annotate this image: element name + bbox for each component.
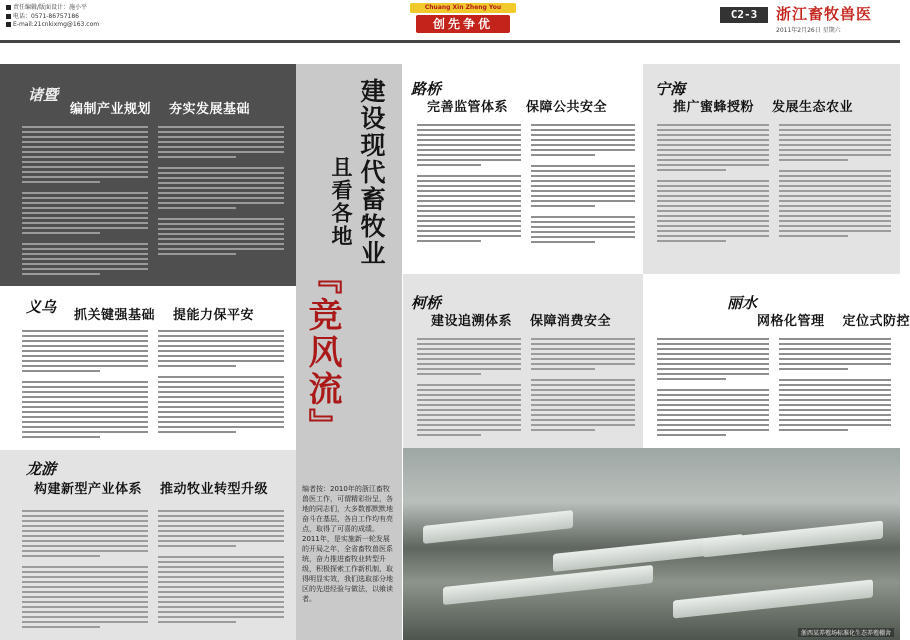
greenhouse-roof	[443, 565, 653, 605]
heading-part-a: 构建新型产业体系	[34, 482, 143, 497]
section-heading	[757, 310, 910, 329]
heading-part-b: 定位式防控	[842, 314, 910, 329]
section-place: 路桥	[411, 80, 442, 98]
editor-note: 编者按：2010年的浙江畜牧兽医工作，可谓精彩纷呈，各地的同志们，大多数都默默地奋斗在基层，各自工作均有亮点，取得了可喜的成绩。2011年，是实施新一轮发展的开局之年，全省畜牧兽医系统，奋力推进畜牧业转型升级，积极探索工作新机制，取得明显实效，我们选取部分地区的先进经验与做法，以飨读者。	[302, 485, 393, 603]
article-text	[22, 330, 284, 446]
section-zhuji	[0, 64, 296, 286]
greenhouse-roof	[703, 521, 883, 558]
channel-banner	[404, 0, 522, 40]
article-text	[657, 338, 891, 444]
header-rule	[0, 40, 900, 43]
bullet-square-icon	[6, 14, 11, 19]
bullet-square-icon	[6, 22, 11, 27]
section-place: 龙游	[26, 460, 57, 478]
article-text	[22, 126, 284, 276]
section-place: 义乌	[26, 298, 57, 316]
heading-part-b: 发展生态农业	[772, 100, 854, 115]
feature-title-column	[296, 64, 402, 640]
article-text	[22, 510, 284, 636]
editor-line: 责任编辑/版面设计：施小平	[13, 4, 88, 11]
article-text	[417, 124, 635, 268]
heading-part-b: 提能力保平安	[173, 308, 255, 323]
heading-part-b: 推动牧业转型升级	[160, 482, 269, 497]
greenhouse-roof	[423, 510, 573, 544]
bullet-square-icon	[6, 5, 11, 10]
heading-part-a: 完善监管体系	[427, 100, 509, 115]
article-text	[417, 338, 635, 444]
channel-title: 创先争优	[416, 15, 510, 33]
section-keqiao	[403, 274, 643, 448]
heading-part-a: 建设追溯体系	[431, 314, 513, 329]
section-luqiao	[403, 64, 643, 274]
heading-part-b: 保障公共安全	[526, 100, 608, 115]
page-number: C2-3	[720, 7, 768, 23]
farm-photo	[403, 448, 900, 640]
phone-line: 电话：0571-86757186	[13, 12, 79, 20]
page-header	[0, 0, 900, 40]
section-place: 宁海	[655, 80, 686, 98]
heading-part-b: 夯实发展基础	[169, 102, 251, 117]
section-place: 诸暨	[28, 86, 59, 104]
greenhouse-roof	[673, 579, 873, 618]
editor-info	[6, 4, 99, 30]
section-heading	[34, 478, 268, 497]
issue-date: 2011年2月26日 星期六	[776, 27, 841, 34]
email-line: E-mail:21cnkixmg@163.com	[13, 21, 100, 28]
section-place: 柯桥	[411, 294, 442, 312]
heading-part-a: 推广蜜蜂授粉	[673, 100, 755, 115]
section-heading	[673, 96, 853, 115]
masthead	[720, 3, 890, 37]
section-place: 丽水	[727, 294, 758, 312]
section-ninghai	[643, 64, 900, 274]
section-heading	[70, 98, 250, 117]
feature-title: 建设现代畜牧业	[357, 78, 386, 267]
feature-quote: 『竞风流』	[302, 260, 342, 445]
section-lishui	[643, 274, 910, 448]
section-yiwu	[0, 286, 296, 450]
heading-part-a: 网格化管理	[757, 314, 825, 329]
section-heading	[427, 96, 607, 115]
heading-part-a: 编制产业规划	[70, 102, 152, 117]
photo-caption: 浙西某养殖场标准化生态养殖棚舍	[798, 628, 894, 637]
feature-subtitle: 且看各地	[329, 156, 354, 248]
heading-part-a: 抓关键强基础	[74, 308, 156, 323]
section-heading	[431, 310, 611, 329]
paper-name: 浙江畜牧兽医	[776, 5, 873, 23]
article-text	[657, 124, 891, 268]
section-heading	[74, 304, 254, 323]
channel-pinyin: Chuang Xin Zheng You	[410, 3, 516, 13]
section-longyou	[0, 450, 296, 640]
heading-part-b: 保障消费安全	[530, 314, 612, 329]
